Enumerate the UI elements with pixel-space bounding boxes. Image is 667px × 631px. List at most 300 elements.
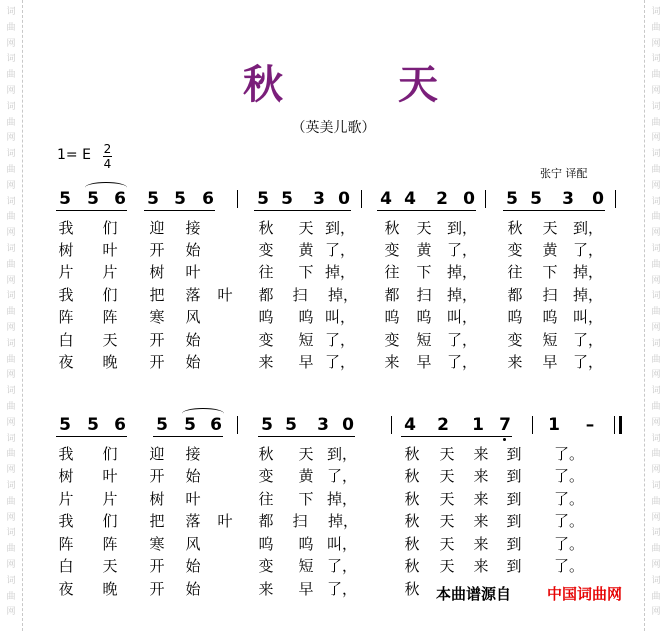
barline: [615, 190, 616, 208]
watermark-char: 曲: [6, 22, 16, 33]
key-signature: 1= E: [57, 147, 91, 163]
lyric-char: 天: [416, 219, 432, 237]
note: 5: [87, 415, 99, 435]
lyric-char: 了。: [554, 557, 585, 575]
watermark-char: 网: [651, 370, 661, 381]
lyric-char: 叶: [185, 490, 201, 508]
watermark-char: 词: [6, 338, 16, 349]
lyric-char: 变: [258, 557, 274, 575]
lyric-char: 天: [102, 557, 118, 575]
lyric-char: 变: [507, 331, 523, 349]
note: 5: [156, 415, 168, 435]
lyric-char: 了，: [327, 557, 358, 575]
lyric-char: 变: [507, 241, 523, 259]
lyric-char: 了，: [447, 353, 478, 371]
meter-top: 2: [103, 142, 112, 156]
lyric-char: 天: [439, 467, 455, 485]
subtitle: （英美儿歌）: [291, 120, 376, 136]
beam-underline: [377, 210, 476, 211]
watermark-char: 词: [6, 196, 16, 207]
watermark-char: 曲: [6, 354, 16, 365]
lyric-char: 接: [185, 445, 201, 463]
lyric-char: 我: [58, 445, 74, 463]
lyric-char: 到，: [573, 219, 604, 237]
note: 7: [499, 415, 511, 435]
lyric-char: 都: [258, 512, 274, 530]
watermark-char: 网: [651, 180, 661, 191]
watermark-char: 词: [651, 101, 661, 112]
watermark-char: 网: [6, 607, 16, 618]
lyric-char: 黄: [542, 241, 558, 259]
lyric-char: 往: [384, 263, 400, 281]
lyric-char: 落: [185, 512, 201, 530]
note: 2: [437, 415, 449, 435]
lyric-char: 都: [384, 286, 400, 304]
lyric-char: 到，: [327, 445, 358, 463]
lyric-char: 树: [58, 467, 74, 485]
watermark-char: 曲: [6, 70, 16, 81]
watermark-char: 词: [651, 196, 661, 207]
lyric-char: 掉，: [328, 286, 359, 304]
barline: [532, 416, 533, 434]
watermark-char: 词: [6, 54, 16, 65]
lyric-char: 都: [507, 286, 523, 304]
watermark-char: 词: [6, 386, 16, 397]
lyric-char: 秋: [404, 445, 420, 463]
watermark-char: 网: [651, 133, 661, 144]
lyric-char: 始: [185, 331, 201, 349]
watermark-char: 网: [6, 512, 16, 523]
watermark-char: 词: [651, 338, 661, 349]
footer-source: 本曲谱源自: [436, 585, 512, 603]
lyric-char: 阵: [102, 308, 118, 326]
lyric-char: 来: [473, 535, 489, 553]
lyric-char: 迎: [149, 219, 165, 237]
barline: [361, 190, 362, 208]
lyric-char: 来: [258, 580, 274, 598]
time-signature: [103, 143, 112, 170]
note: 3: [562, 189, 574, 209]
lyric-char: 们: [102, 219, 118, 237]
note: 5: [184, 415, 196, 435]
beam-underline: [56, 436, 127, 437]
lyric-char: 到: [506, 445, 522, 463]
lyric-char: 呜: [542, 308, 558, 326]
lyric-char: 了，: [327, 467, 358, 485]
lyric-char: 把: [149, 286, 165, 304]
watermark-char: 网: [6, 86, 16, 96]
lyric-char: 开: [149, 557, 165, 575]
lyric-char: 开: [149, 331, 165, 349]
watermark-char: 词: [651, 54, 661, 65]
lyric-char: 秋: [404, 557, 420, 575]
note: 6: [114, 189, 126, 209]
lyric-char: 秋: [384, 219, 400, 237]
lyric-char: 夜: [58, 353, 74, 371]
lyric-char: 开: [149, 241, 165, 259]
watermark-char: 词: [6, 481, 16, 491]
watermark-char: 词: [651, 7, 661, 17]
lyric-char: 叶: [102, 241, 118, 259]
lyric-char: 来: [473, 467, 489, 485]
lyric-char: 短: [298, 557, 314, 575]
right-page-edge: [644, 0, 645, 631]
watermark-char: 网: [651, 228, 661, 239]
lyric-char: 来: [473, 557, 489, 575]
title-char: 秋: [243, 61, 283, 108]
lyric-char: 黄: [298, 241, 314, 259]
lyric-char: 往: [258, 263, 274, 281]
lyric-char: 了。: [554, 512, 585, 530]
footer-brand: 中国词曲网: [547, 585, 623, 603]
lyric-char: 掉，: [573, 263, 604, 281]
barline: [485, 190, 486, 208]
lyric-char: 片: [102, 263, 118, 281]
watermark-char: 词: [6, 101, 16, 112]
lyric-char: 到: [506, 535, 522, 553]
note: 6: [210, 415, 222, 435]
lyric-char: 短: [298, 331, 314, 349]
lyric-char: 扫: [542, 286, 558, 304]
lyric-char: 掉，: [447, 263, 478, 281]
lyric-char: 叶: [217, 512, 233, 530]
note: 5: [530, 189, 542, 209]
lyric-char: 天: [298, 219, 314, 237]
lyric-char: 了。: [554, 467, 585, 485]
lyric-char: 夜: [58, 580, 74, 598]
watermark-char: 网: [651, 465, 661, 476]
watermark-char: 网: [6, 275, 16, 286]
lyric-char: 来: [473, 490, 489, 508]
lyric-char: 天: [439, 445, 455, 463]
lyric-char: 下: [542, 263, 558, 281]
watermark-char: 词: [651, 386, 661, 397]
lyric-char: 我: [58, 512, 74, 530]
note: 4: [404, 189, 416, 209]
lyric-char: 往: [258, 490, 274, 508]
title-char: 天: [398, 61, 438, 108]
note: 1: [548, 415, 560, 435]
watermark-char: 网: [6, 370, 16, 381]
lyric-char: 天: [298, 445, 314, 463]
left-page-edge: [22, 0, 23, 631]
watermark-char: 网: [6, 417, 16, 428]
lyric-char: 晚: [102, 353, 118, 371]
note: 3: [313, 189, 325, 209]
lyric-char: 了，: [573, 331, 604, 349]
lyric-char: 们: [102, 286, 118, 304]
slur: [182, 408, 224, 419]
lyric-char: 到: [506, 467, 522, 485]
watermark-char: 曲: [651, 449, 661, 460]
left-watermark-strip: [3, 0, 19, 631]
watermark-char: 词: [6, 291, 16, 302]
watermark-char: 曲: [651, 307, 661, 318]
note: 5: [59, 415, 71, 435]
lyric-char: 呜: [507, 308, 523, 326]
watermark-char: 词: [651, 575, 661, 586]
lyric-char: 风: [185, 308, 201, 326]
lyric-char: 我: [58, 219, 74, 237]
lyric-char: 树: [58, 241, 74, 259]
watermark-char: 网: [651, 417, 661, 428]
lyric-char: 阵: [58, 535, 74, 553]
lyric-char: 扫: [416, 286, 432, 304]
watermark-char: 网: [6, 180, 16, 191]
watermark-char: 网: [6, 38, 16, 49]
arranger-credit: 张宁 译配: [540, 167, 588, 180]
beam-underline: [258, 436, 355, 437]
slur: [85, 182, 127, 193]
watermark-char: 词: [6, 433, 16, 444]
lyric-char: 掉，: [327, 490, 358, 508]
beam-underline: [503, 210, 605, 211]
lyric-char: 把: [149, 512, 165, 530]
lyric-char: 黄: [298, 467, 314, 485]
watermark-char: 词: [6, 528, 16, 539]
lyric-char: 片: [58, 263, 74, 281]
watermark-char: 曲: [651, 165, 661, 175]
note: 5: [506, 189, 518, 209]
note: 3: [317, 415, 329, 435]
watermark-char: 网: [6, 228, 16, 239]
lyric-char: 晚: [102, 580, 118, 598]
watermark-char: 曲: [6, 117, 16, 128]
lyric-char: 片: [102, 490, 118, 508]
watermark-char: 网: [6, 323, 16, 333]
lyric-char: 到: [506, 512, 522, 530]
lyric-char: 开: [149, 580, 165, 598]
lyric-char: 下: [416, 263, 432, 281]
beam-underline: [401, 436, 512, 437]
lyric-char: 们: [102, 445, 118, 463]
lyric-char: 呜: [258, 308, 274, 326]
lyric-char: 始: [185, 580, 201, 598]
lyric-char: 下: [298, 490, 314, 508]
watermark-char: 网: [651, 86, 661, 96]
final-barline-thin: [614, 416, 615, 434]
watermark-char: 词: [6, 244, 16, 254]
watermark-char: 词: [651, 149, 661, 160]
lyric-char: 天: [439, 557, 455, 575]
lyric-char: 始: [185, 353, 201, 371]
lyric-char: 呜: [416, 308, 432, 326]
lyric-char: 早: [298, 353, 314, 371]
lyric-char: 变: [258, 241, 274, 259]
watermark-char: 网: [651, 38, 661, 49]
lyric-char: 天: [439, 535, 455, 553]
beam-underline: [254, 210, 351, 211]
lyric-char: 秋: [404, 580, 420, 598]
note: 0: [592, 189, 604, 209]
lyric-char: 到，: [325, 219, 356, 237]
watermark-char: 词: [651, 244, 661, 254]
lyric-char: 到: [506, 557, 522, 575]
lyric-char: 变: [258, 331, 274, 349]
lyric-char: 片: [58, 490, 74, 508]
lyric-char: 早: [416, 353, 432, 371]
lyric-char: 了，: [325, 353, 356, 371]
lyric-char: 秋: [404, 490, 420, 508]
watermark-char: 曲: [651, 544, 661, 555]
lyric-char: 天: [102, 331, 118, 349]
note: 4: [404, 415, 416, 435]
note: 5: [261, 415, 273, 435]
lyric-char: 变: [384, 241, 400, 259]
lyric-char: 们: [102, 512, 118, 530]
watermark-char: 曲: [6, 496, 16, 507]
lyric-char: 天: [439, 490, 455, 508]
watermark-char: 网: [651, 560, 661, 570]
lyric-char: 掉，: [447, 286, 478, 304]
lyric-char: 秋: [404, 535, 420, 553]
lyric-char: 了，: [325, 331, 356, 349]
lyric-char: 叫，: [447, 308, 478, 326]
watermark-char: 曲: [6, 402, 16, 412]
lyric-char: 叶: [102, 467, 118, 485]
lyric-char: 寒: [149, 535, 165, 553]
lyric-char: 迎: [149, 445, 165, 463]
lyric-char: 来: [473, 445, 489, 463]
note: 0: [463, 189, 475, 209]
lyric-char: 秋: [507, 219, 523, 237]
note: –: [585, 415, 595, 435]
lyric-char: 呜: [258, 535, 274, 553]
lyric-char: 来: [507, 353, 523, 371]
beam-underline: [153, 436, 223, 437]
lyric-char: 始: [185, 557, 201, 575]
lyric-char: 树: [149, 263, 165, 281]
watermark-char: 曲: [651, 496, 661, 507]
lyric-char: 天: [439, 512, 455, 530]
lyric-char: 变: [258, 467, 274, 485]
watermark-char: 词: [6, 7, 16, 17]
note: 6: [114, 415, 126, 435]
lyric-char: 树: [149, 490, 165, 508]
watermark-char: 曲: [651, 591, 661, 602]
lyric-char: 落: [185, 286, 201, 304]
lyric-char: 我: [58, 286, 74, 304]
lyric-char: 叫，: [327, 535, 358, 553]
watermark-char: 网: [651, 607, 661, 618]
lyric-char: 扫: [292, 286, 308, 304]
lyric-char: 来: [384, 353, 400, 371]
lyric-char: 掉，: [573, 286, 604, 304]
note: 6: [202, 189, 214, 209]
watermark-char: 曲: [651, 402, 661, 412]
lyric-char: 天: [542, 219, 558, 237]
watermark-char: 词: [6, 575, 16, 586]
watermark-char: 曲: [651, 117, 661, 128]
lyric-char: 叫，: [573, 308, 604, 326]
lyric-char: 秋: [258, 445, 274, 463]
lyric-char: 秋: [258, 219, 274, 237]
lyric-char: 接: [185, 219, 201, 237]
note: 0: [342, 415, 354, 435]
lyric-char: 始: [185, 241, 201, 259]
right-watermark-strip: [648, 0, 664, 631]
lyric-char: 扫: [292, 512, 308, 530]
lyric-char: 阵: [58, 308, 74, 326]
lyric-char: 了，: [325, 241, 356, 259]
watermark-char: 曲: [6, 449, 16, 460]
lyric-char: 了，: [573, 241, 604, 259]
lyric-char: 来: [258, 353, 274, 371]
lyric-char: 了。: [554, 445, 585, 463]
lyric-char: 了，: [447, 331, 478, 349]
note: 5: [285, 415, 297, 435]
lyric-char: 掉，: [325, 263, 356, 281]
note: 5: [257, 189, 269, 209]
watermark-char: 网: [6, 560, 16, 570]
note: 1: [472, 415, 484, 435]
watermark-char: 词: [651, 481, 661, 491]
watermark-char: 曲: [651, 22, 661, 33]
watermark-char: 网: [6, 465, 16, 476]
lyric-char: 下: [298, 263, 314, 281]
lower-octave-dot: [503, 438, 506, 441]
note: 4: [380, 189, 392, 209]
lyric-char: 掉，: [328, 512, 359, 530]
lyric-char: 叶: [217, 286, 233, 304]
watermark-char: 曲: [6, 165, 16, 175]
lyric-char: 秋: [404, 512, 420, 530]
watermark-char: 词: [651, 528, 661, 539]
barline: [237, 190, 238, 208]
note: 5: [174, 189, 186, 209]
beam-underline: [144, 210, 215, 211]
watermark-char: 曲: [6, 212, 16, 223]
lyric-char: 始: [185, 467, 201, 485]
watermark-char: 曲: [6, 259, 16, 270]
watermark-char: 曲: [651, 354, 661, 365]
lyric-char: 往: [507, 263, 523, 281]
watermark-char: 曲: [651, 259, 661, 270]
lyric-char: 了，: [573, 353, 604, 371]
lyric-char: 白: [58, 331, 74, 349]
lyric-char: 了，: [447, 241, 478, 259]
watermark-char: 曲: [6, 591, 16, 602]
lyric-char: 寒: [149, 308, 165, 326]
lyric-char: 风: [185, 535, 201, 553]
lyric-char: 了，: [327, 580, 358, 598]
lyric-char: 黄: [416, 241, 432, 259]
lyric-char: 短: [542, 331, 558, 349]
lyric-char: 早: [298, 580, 314, 598]
lyric-char: 到，: [447, 219, 478, 237]
lyric-char: 到: [506, 490, 522, 508]
lyric-char: 开: [149, 467, 165, 485]
note: 5: [59, 189, 71, 209]
watermark-char: 曲: [6, 544, 16, 555]
lyric-char: 呜: [298, 308, 314, 326]
lyric-char: 秋: [404, 467, 420, 485]
lyric-char: 呜: [384, 308, 400, 326]
watermark-char: 网: [651, 275, 661, 286]
lyric-char: 叫，: [325, 308, 356, 326]
note: 2: [436, 189, 448, 209]
lyric-char: 开: [149, 353, 165, 371]
watermark-char: 词: [6, 149, 16, 160]
note: 5: [87, 189, 99, 209]
watermark-char: 曲: [651, 212, 661, 223]
lyric-char: 来: [473, 512, 489, 530]
barline: [391, 416, 392, 434]
watermark-char: 网: [651, 512, 661, 523]
lyric-char: 短: [416, 331, 432, 349]
note: 0: [338, 189, 350, 209]
watermark-char: 曲: [651, 70, 661, 81]
